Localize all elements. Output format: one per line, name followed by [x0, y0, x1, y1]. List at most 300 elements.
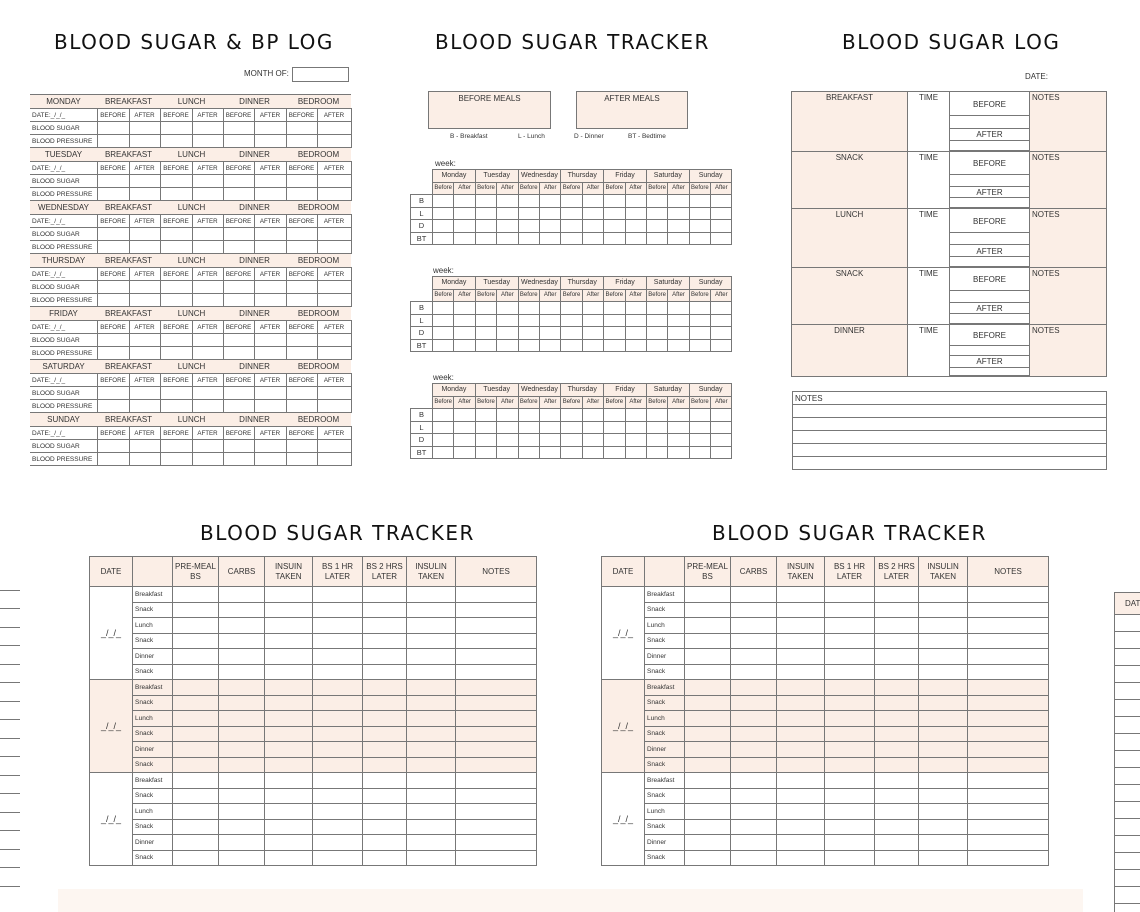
sugar-cell[interactable] — [223, 440, 254, 453]
tracker-cell[interactable] — [363, 804, 407, 820]
tracker-cell[interactable] — [265, 711, 313, 727]
tracker-cell[interactable] — [313, 773, 363, 789]
reading-cell[interactable] — [539, 421, 560, 434]
pressure-cell[interactable] — [223, 453, 254, 466]
reading-cell[interactable] — [518, 446, 539, 459]
tracker-cell[interactable] — [919, 587, 968, 603]
tracker-cell[interactable] — [968, 773, 1049, 789]
tracker-cell[interactable] — [456, 695, 537, 711]
reading-cell[interactable] — [497, 339, 518, 352]
tracker-cell[interactable] — [407, 633, 456, 649]
reading-cell[interactable] — [668, 421, 689, 434]
reading-cell[interactable] — [454, 220, 475, 233]
sugar-cell[interactable] — [317, 122, 351, 135]
reading-cell[interactable] — [668, 327, 689, 340]
pressure-cell[interactable] — [254, 400, 286, 413]
before-entry[interactable] — [950, 233, 1030, 245]
reading-cell[interactable] — [518, 314, 539, 327]
tracker-cell[interactable] — [219, 788, 265, 804]
tracker-cell[interactable] — [407, 680, 456, 696]
reading-cell[interactable] — [497, 446, 518, 459]
tracker-cell[interactable] — [875, 835, 919, 851]
tracker-cell[interactable] — [173, 742, 219, 758]
tracker-cell[interactable] — [456, 788, 537, 804]
tracker-cell[interactable] — [363, 587, 407, 603]
tracker-cell[interactable] — [777, 649, 825, 665]
pressure-cell[interactable] — [286, 294, 317, 307]
reading-cell[interactable] — [625, 314, 646, 327]
tracker-cell[interactable] — [825, 773, 875, 789]
reading-cell[interactable] — [668, 207, 689, 220]
reading-cell[interactable] — [518, 195, 539, 208]
tracker-cell[interactable] — [456, 819, 537, 835]
tracker-cell[interactable] — [219, 618, 265, 634]
tracker-cell[interactable] — [731, 680, 777, 696]
tracker-cell[interactable] — [875, 742, 919, 758]
tracker-cell[interactable] — [173, 680, 219, 696]
pressure-cell[interactable] — [286, 453, 317, 466]
sugar-cell[interactable] — [97, 387, 129, 400]
tracker-cell[interactable] — [363, 664, 407, 680]
tracker-cell[interactable] — [875, 587, 919, 603]
reading-cell[interactable] — [433, 314, 454, 327]
reading-cell[interactable] — [668, 446, 689, 459]
reading-cell[interactable] — [518, 232, 539, 245]
tracker-cell[interactable] — [219, 757, 265, 773]
tracker-cell[interactable] — [313, 850, 363, 866]
reading-cell[interactable] — [475, 220, 496, 233]
pressure-cell[interactable] — [97, 135, 129, 148]
tracker-cell[interactable] — [777, 618, 825, 634]
reading-cell[interactable] — [497, 302, 518, 315]
sugar-cell[interactable] — [97, 122, 129, 135]
tracker-cell[interactable] — [313, 757, 363, 773]
tracker-cell[interactable] — [456, 773, 537, 789]
tracker-cell[interactable] — [456, 804, 537, 820]
tracker-cell[interactable] — [968, 742, 1049, 758]
reading-cell[interactable] — [518, 339, 539, 352]
tracker-cell[interactable] — [265, 618, 313, 634]
reading-cell[interactable] — [711, 207, 732, 220]
reading-cell[interactable] — [497, 409, 518, 422]
reading-cell[interactable] — [668, 434, 689, 447]
reading-cell[interactable] — [518, 327, 539, 340]
tracker-cell[interactable] — [265, 757, 313, 773]
sugar-cell[interactable] — [286, 228, 317, 241]
tracker-cell[interactable] — [968, 835, 1049, 851]
tracker-cell[interactable] — [685, 835, 731, 851]
reading-cell[interactable] — [711, 220, 732, 233]
reading-cell[interactable] — [604, 446, 625, 459]
tracker-cell[interactable] — [173, 726, 219, 742]
sugar-cell[interactable] — [129, 334, 160, 347]
tracker-cell[interactable] — [731, 602, 777, 618]
tracker-cell[interactable] — [685, 788, 731, 804]
pressure-cell[interactable] — [317, 347, 351, 360]
tracker-cell[interactable] — [265, 680, 313, 696]
pressure-cell[interactable] — [97, 400, 129, 413]
after-entry[interactable] — [950, 257, 1030, 267]
tracker-cell[interactable] — [265, 819, 313, 835]
tracker-cell[interactable] — [313, 587, 363, 603]
sugar-cell[interactable] — [286, 175, 317, 188]
notes-line[interactable] — [793, 405, 1107, 418]
reading-cell[interactable] — [582, 339, 603, 352]
reading-cell[interactable] — [433, 409, 454, 422]
sugar-cell[interactable] — [192, 440, 223, 453]
tracker-cell[interactable] — [173, 773, 219, 789]
after-entry[interactable] — [950, 314, 1030, 324]
reading-cell[interactable] — [689, 195, 710, 208]
reading-cell[interactable] — [475, 314, 496, 327]
after-entry[interactable] — [950, 198, 1030, 208]
tracker-cell[interactable] — [363, 695, 407, 711]
pressure-cell[interactable] — [129, 241, 160, 254]
tracker-cell[interactable] — [968, 602, 1049, 618]
reading-cell[interactable] — [561, 421, 582, 434]
pressure-cell[interactable] — [192, 135, 223, 148]
reading-cell[interactable] — [433, 339, 454, 352]
tracker-cell[interactable] — [363, 602, 407, 618]
sugar-cell[interactable] — [223, 387, 254, 400]
tracker-cell[interactable] — [731, 773, 777, 789]
tracker-cell[interactable] — [219, 742, 265, 758]
reading-cell[interactable] — [539, 207, 560, 220]
reading-cell[interactable] — [582, 220, 603, 233]
tracker-cell[interactable] — [265, 850, 313, 866]
tracker-cell[interactable] — [265, 664, 313, 680]
reading-cell[interactable] — [582, 232, 603, 245]
reading-cell[interactable] — [454, 207, 475, 220]
tracker-cell[interactable] — [685, 649, 731, 665]
sugar-cell[interactable] — [254, 228, 286, 241]
sugar-cell[interactable] — [254, 440, 286, 453]
tracker-cell[interactable] — [919, 680, 968, 696]
reading-cell[interactable] — [668, 339, 689, 352]
tracker-cell[interactable] — [363, 726, 407, 742]
tracker-cell[interactable] — [968, 804, 1049, 820]
tracker-cell[interactable] — [265, 602, 313, 618]
sugar-cell[interactable] — [192, 122, 223, 135]
reading-cell[interactable] — [475, 446, 496, 459]
tracker-cell[interactable] — [407, 788, 456, 804]
tracker-cell[interactable] — [265, 835, 313, 851]
reading-cell[interactable] — [497, 220, 518, 233]
reading-cell[interactable] — [604, 207, 625, 220]
tracker-cell[interactable] — [219, 664, 265, 680]
reading-cell[interactable] — [711, 314, 732, 327]
tracker-cell[interactable] — [219, 695, 265, 711]
reading-cell[interactable] — [475, 195, 496, 208]
pressure-cell[interactable] — [160, 188, 192, 201]
tracker-cell[interactable] — [968, 664, 1049, 680]
reading-cell[interactable] — [518, 220, 539, 233]
tracker-cell[interactable] — [265, 726, 313, 742]
tracker-cell[interactable] — [363, 711, 407, 727]
tracker-cell[interactable] — [173, 711, 219, 727]
reading-cell[interactable] — [454, 421, 475, 434]
reading-cell[interactable] — [561, 314, 582, 327]
tracker-cell[interactable] — [731, 664, 777, 680]
pressure-cell[interactable] — [286, 400, 317, 413]
tracker-cell[interactable] — [777, 850, 825, 866]
tracker-cell[interactable] — [313, 711, 363, 727]
reading-cell[interactable] — [454, 339, 475, 352]
tracker-cell[interactable] — [968, 850, 1049, 866]
date-cell[interactable]: _/_/_ — [90, 773, 133, 866]
tracker-cell[interactable] — [313, 664, 363, 680]
tracker-cell[interactable] — [825, 587, 875, 603]
pressure-cell[interactable] — [129, 188, 160, 201]
tracker-cell[interactable] — [363, 835, 407, 851]
tracker-cell[interactable] — [265, 773, 313, 789]
pressure-cell[interactable] — [129, 294, 160, 307]
tracker-cell[interactable] — [456, 757, 537, 773]
tracker-cell[interactable] — [919, 726, 968, 742]
sugar-cell[interactable] — [286, 334, 317, 347]
tracker-cell[interactable] — [919, 695, 968, 711]
reading-cell[interactable] — [582, 446, 603, 459]
tracker-cell[interactable] — [968, 757, 1049, 773]
tracker-cell[interactable] — [777, 664, 825, 680]
tracker-cell[interactable] — [777, 835, 825, 851]
reading-cell[interactable] — [454, 232, 475, 245]
sugar-cell[interactable] — [254, 334, 286, 347]
pressure-cell[interactable] — [223, 135, 254, 148]
tracker-cell[interactable] — [173, 850, 219, 866]
pressure-cell[interactable] — [223, 188, 254, 201]
date-cell[interactable]: _/_/_ — [602, 680, 645, 773]
reading-cell[interactable] — [711, 195, 732, 208]
tracker-cell[interactable] — [363, 773, 407, 789]
reading-cell[interactable] — [646, 314, 667, 327]
tracker-cell[interactable] — [407, 618, 456, 634]
tracker-cell[interactable] — [685, 742, 731, 758]
tracker-cell[interactable] — [825, 804, 875, 820]
tracker-cell[interactable] — [219, 819, 265, 835]
reading-cell[interactable] — [604, 327, 625, 340]
reading-cell[interactable] — [454, 327, 475, 340]
reading-cell[interactable] — [582, 207, 603, 220]
tracker-cell[interactable] — [685, 757, 731, 773]
reading-cell[interactable] — [582, 314, 603, 327]
tracker-cell[interactable] — [875, 664, 919, 680]
tracker-cell[interactable] — [875, 680, 919, 696]
pressure-cell[interactable] — [317, 400, 351, 413]
tracker-cell[interactable] — [685, 680, 731, 696]
reading-cell[interactable] — [646, 339, 667, 352]
tracker-cell[interactable] — [825, 850, 875, 866]
reading-cell[interactable] — [518, 207, 539, 220]
sugar-cell[interactable] — [192, 281, 223, 294]
tracker-cell[interactable] — [825, 618, 875, 634]
reading-cell[interactable] — [668, 232, 689, 245]
sugar-cell[interactable] — [160, 387, 192, 400]
reading-cell[interactable] — [711, 446, 732, 459]
reading-cell[interactable] — [475, 409, 496, 422]
tracker-cell[interactable] — [456, 649, 537, 665]
reading-cell[interactable] — [689, 339, 710, 352]
reading-cell[interactable] — [454, 302, 475, 315]
reading-cell[interactable] — [561, 302, 582, 315]
tracker-cell[interactable] — [456, 664, 537, 680]
reading-cell[interactable] — [539, 302, 560, 315]
tracker-cell[interactable] — [968, 819, 1049, 835]
tracker-cell[interactable] — [219, 711, 265, 727]
sugar-cell[interactable] — [129, 440, 160, 453]
tracker-cell[interactable] — [731, 804, 777, 820]
tracker-cell[interactable] — [968, 649, 1049, 665]
tracker-cell[interactable] — [407, 742, 456, 758]
after-entry[interactable] — [950, 367, 1030, 375]
tracker-cell[interactable] — [173, 618, 219, 634]
reading-cell[interactable] — [689, 220, 710, 233]
tracker-cell[interactable] — [407, 819, 456, 835]
pressure-cell[interactable] — [97, 294, 129, 307]
reading-cell[interactable] — [604, 409, 625, 422]
pressure-cell[interactable] — [129, 400, 160, 413]
tracker-cell[interactable] — [407, 835, 456, 851]
tracker-cell[interactable] — [777, 633, 825, 649]
tracker-cell[interactable] — [265, 695, 313, 711]
tracker-cell[interactable] — [731, 788, 777, 804]
reading-cell[interactable] — [561, 434, 582, 447]
pressure-cell[interactable] — [129, 135, 160, 148]
tracker-cell[interactable] — [731, 850, 777, 866]
reading-cell[interactable] — [582, 195, 603, 208]
tracker-cell[interactable] — [825, 664, 875, 680]
reading-cell[interactable] — [582, 302, 603, 315]
tracker-cell[interactable] — [919, 633, 968, 649]
tracker-cell[interactable] — [919, 618, 968, 634]
sugar-cell[interactable] — [223, 334, 254, 347]
reading-cell[interactable] — [454, 409, 475, 422]
sugar-cell[interactable] — [286, 122, 317, 135]
reading-cell[interactable] — [454, 446, 475, 459]
tracker-cell[interactable] — [219, 773, 265, 789]
sugar-cell[interactable] — [286, 440, 317, 453]
reading-cell[interactable] — [539, 409, 560, 422]
pressure-cell[interactable] — [192, 453, 223, 466]
reading-cell[interactable] — [582, 327, 603, 340]
before-entry[interactable] — [950, 116, 1030, 128]
tracker-cell[interactable] — [363, 633, 407, 649]
tracker-cell[interactable] — [407, 850, 456, 866]
tracker-cell[interactable] — [313, 618, 363, 634]
reading-cell[interactable] — [711, 232, 732, 245]
tracker-cell[interactable] — [407, 757, 456, 773]
tracker-cell[interactable] — [265, 649, 313, 665]
reading-cell[interactable] — [668, 220, 689, 233]
tracker-cell[interactable] — [968, 788, 1049, 804]
tracker-cell[interactable] — [407, 726, 456, 742]
tracker-cell[interactable] — [173, 649, 219, 665]
reading-cell[interactable] — [561, 409, 582, 422]
tracker-cell[interactable] — [825, 726, 875, 742]
tracker-cell[interactable] — [777, 695, 825, 711]
tracker-cell[interactable] — [313, 742, 363, 758]
reading-cell[interactable] — [475, 434, 496, 447]
sugar-cell[interactable] — [97, 281, 129, 294]
reading-cell[interactable] — [625, 327, 646, 340]
pressure-cell[interactable] — [160, 453, 192, 466]
reading-cell[interactable] — [604, 302, 625, 315]
tracker-cell[interactable] — [313, 602, 363, 618]
pressure-cell[interactable] — [160, 241, 192, 254]
tracker-cell[interactable] — [173, 835, 219, 851]
tracker-cell[interactable] — [685, 602, 731, 618]
tracker-cell[interactable] — [456, 850, 537, 866]
reading-cell[interactable] — [646, 195, 667, 208]
sugar-cell[interactable] — [286, 281, 317, 294]
reading-cell[interactable] — [475, 207, 496, 220]
pressure-cell[interactable] — [254, 241, 286, 254]
before-meals-box[interactable]: BEFORE MEALS — [428, 91, 551, 129]
sugar-cell[interactable] — [317, 387, 351, 400]
reading-cell[interactable] — [625, 302, 646, 315]
sugar-cell[interactable] — [223, 122, 254, 135]
pressure-cell[interactable] — [192, 347, 223, 360]
pressure-cell[interactable] — [97, 453, 129, 466]
tracker-cell[interactable] — [407, 773, 456, 789]
tracker-cell[interactable] — [777, 587, 825, 603]
sugar-cell[interactable] — [317, 334, 351, 347]
reading-cell[interactable] — [433, 220, 454, 233]
sugar-cell[interactable] — [317, 440, 351, 453]
reading-cell[interactable] — [711, 302, 732, 315]
tracker-cell[interactable] — [456, 633, 537, 649]
reading-cell[interactable] — [433, 327, 454, 340]
tracker-cell[interactable] — [363, 742, 407, 758]
tracker-cell[interactable] — [407, 664, 456, 680]
pressure-cell[interactable] — [192, 188, 223, 201]
reading-cell[interactable] — [475, 339, 496, 352]
date-cell[interactable]: _/_/_ — [602, 773, 645, 866]
date-cell[interactable]: _/_/_ — [90, 680, 133, 773]
tracker-cell[interactable] — [456, 742, 537, 758]
tracker-cell[interactable] — [777, 757, 825, 773]
tracker-cell[interactable] — [685, 633, 731, 649]
pressure-cell[interactable] — [192, 241, 223, 254]
reading-cell[interactable] — [689, 409, 710, 422]
tracker-cell[interactable] — [968, 680, 1049, 696]
reading-cell[interactable] — [518, 302, 539, 315]
tracker-cell[interactable] — [685, 711, 731, 727]
date-cell[interactable]: _/_/_ — [90, 587, 133, 680]
tracker-cell[interactable] — [825, 711, 875, 727]
reading-cell[interactable] — [711, 339, 732, 352]
reading-cell[interactable] — [689, 327, 710, 340]
pressure-cell[interactable] — [254, 135, 286, 148]
sugar-cell[interactable] — [129, 175, 160, 188]
reading-cell[interactable] — [497, 434, 518, 447]
tracker-cell[interactable] — [968, 587, 1049, 603]
tracker-cell[interactable] — [407, 695, 456, 711]
tracker-cell[interactable] — [875, 757, 919, 773]
reading-cell[interactable] — [433, 302, 454, 315]
tracker-cell[interactable] — [219, 804, 265, 820]
reading-cell[interactable] — [539, 434, 560, 447]
after-entry[interactable] — [950, 140, 1030, 150]
tracker-cell[interactable] — [777, 819, 825, 835]
tracker-cell[interactable] — [875, 788, 919, 804]
pressure-cell[interactable] — [317, 294, 351, 307]
tracker-cell[interactable] — [313, 649, 363, 665]
reading-cell[interactable] — [646, 409, 667, 422]
reading-cell[interactable] — [625, 232, 646, 245]
tracker-cell[interactable] — [919, 835, 968, 851]
notes-line[interactable] — [793, 444, 1107, 457]
